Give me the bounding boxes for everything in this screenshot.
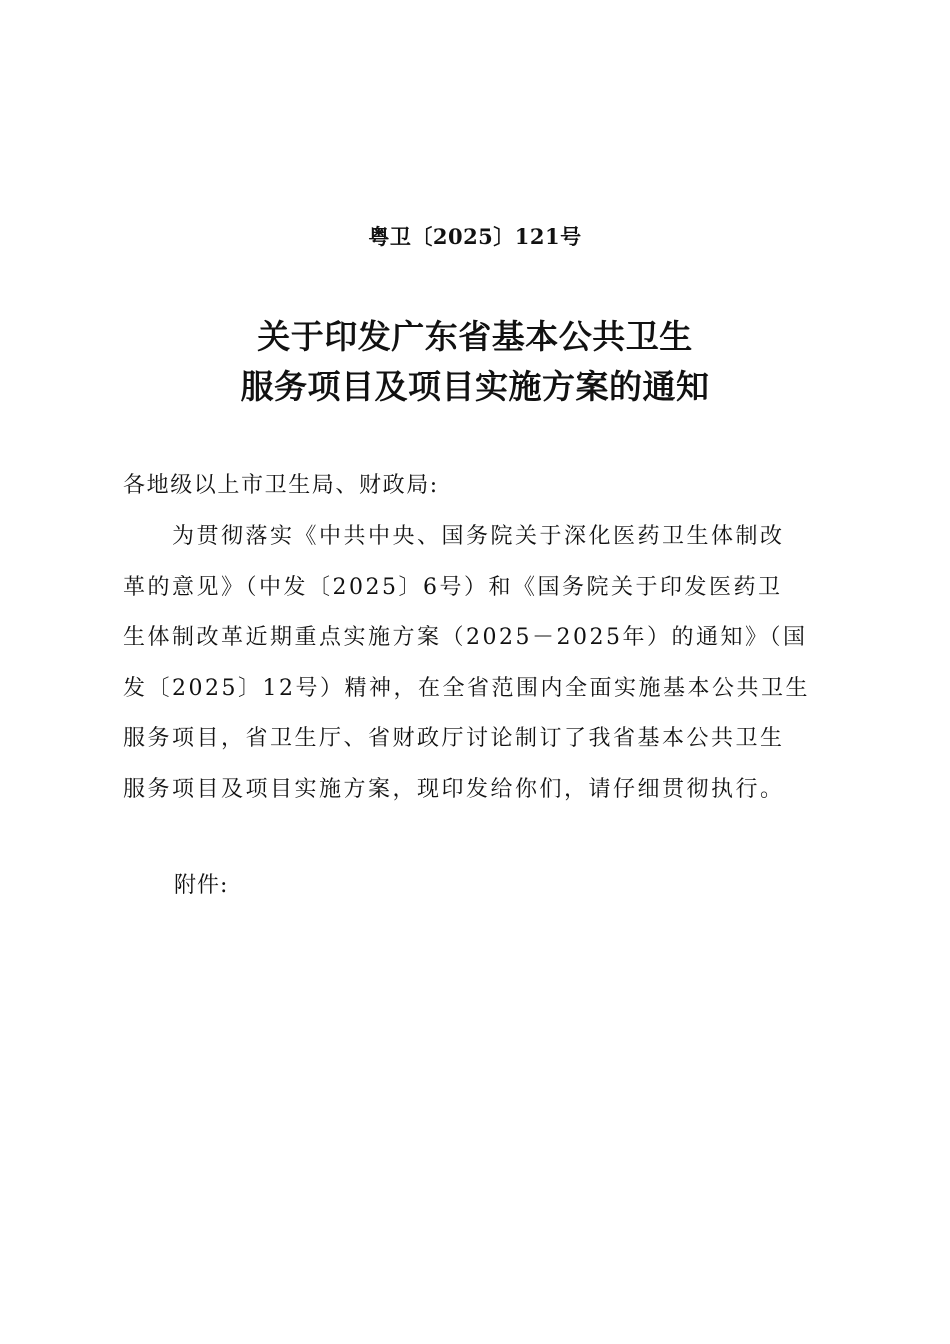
title-line-2: 服务项目及项目实施方案的通知	[240, 367, 710, 406]
document-number: 粤卫〔2025〕121号	[368, 224, 582, 249]
title-line-1: 关于印发广东省基本公共卫生	[257, 317, 693, 356]
body-line: 生体制改革近期重点实施方案（2025－2025年）的通知》（国	[123, 625, 808, 650]
body-line: 发〔2025〕12号）精神，在全省范围内全面实施基本公共卫生	[123, 675, 810, 701]
document-title	[0, 312, 950, 412]
salutation: 各地级以上市卫生局、财政局:	[123, 473, 439, 498]
body-line: 服务项目及项目实施方案，现印发给你们，请仔细贯彻执行。	[123, 776, 785, 802]
body-line: 革的意见》（中发〔2025〕6号）和《国务院关于印发医药卫	[123, 574, 783, 600]
attachment-label: 附件:	[174, 873, 229, 898]
body-paragraph	[123, 512, 833, 815]
body-line: 服务项目，省卫生厅、省财政厅讨论制订了我省基本公共卫生	[123, 726, 785, 751]
body-line: 为贯彻落实《中共中央、国务院关于深化医药卫生体制改	[172, 524, 785, 549]
